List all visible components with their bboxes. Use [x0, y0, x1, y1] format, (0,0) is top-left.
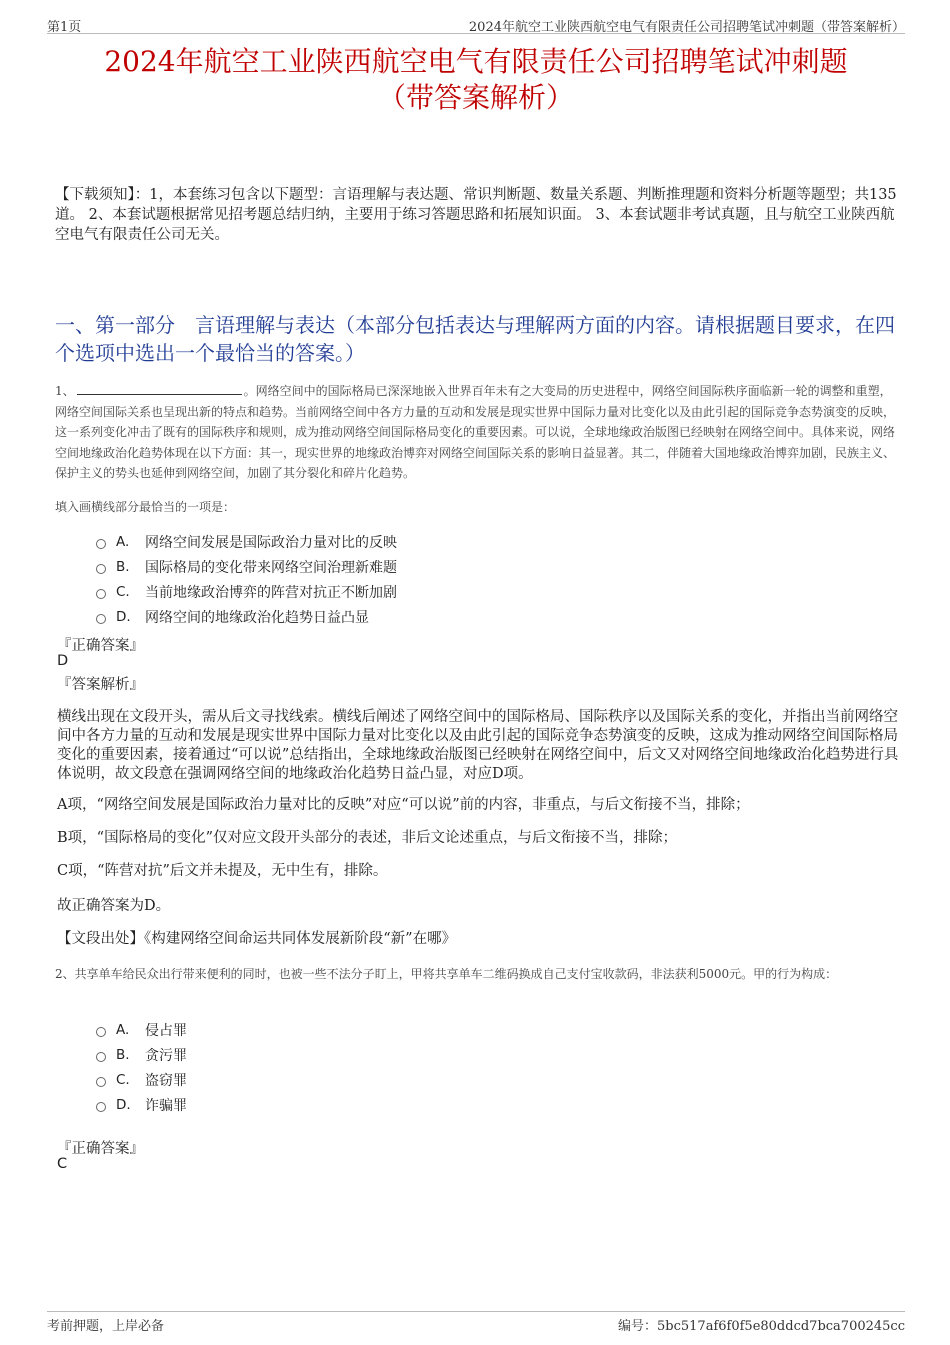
radio-icon[interactable] [96, 1052, 106, 1062]
analysis-option-a: A项，“网络空间发展是国际政治力量对比的反映”对应“可以说”前的内容，非重点，与后文衔接不当，排除； [57, 797, 750, 813]
analysis-paragraph: 横线出现在文段开头，需从后文寻找线索。横线后阐述了网络空间中的国际格局、国际秩序以及国际关系的变化，并指出当前网络空间中各方力量的互动和发展是现实世界中国际力量对比变化以及由此引起的国际竞争态势演变的反映，这成为推动网络空间国际格局变化的重要因素，接着通过“可以说”总结指出，全球地缘政治版图已经映射在网络空间中，后文又对网络空间地缘政治化趋势进行具体说明，故文段意在强调网络空间的地缘政治化趋势日益凸显，对应D项。 [57, 709, 899, 782]
page-header [47, 14, 905, 34]
analysis-option-c: C项，“阵营对抗”后文并未提及，无中生有，排除。 [57, 863, 388, 879]
option-text: 诈骗罪 [145, 1097, 187, 1114]
answer-value: C [57, 1156, 68, 1172]
option-text: 侵占罪 [145, 1022, 187, 1039]
question-1-prompt: 填入画横线部分最恰当的一项是： [55, 500, 236, 514]
question-1-options [96, 529, 397, 629]
page-footer [47, 1311, 905, 1335]
analysis-option-b: B项，“国际格局的变化”仅对应文段开头部分的表述，非后文论述重点，与后文衔接不当，排除； [57, 830, 677, 846]
option-d[interactable] [96, 1092, 187, 1117]
document-title [47, 44, 905, 116]
option-a[interactable] [96, 1017, 187, 1042]
radio-icon[interactable] [96, 539, 106, 549]
radio-icon[interactable] [96, 589, 106, 599]
radio-icon[interactable] [96, 1027, 106, 1037]
document-title-line2: （带答案解析） [377, 81, 574, 114]
source-reference: 【文段出处】《构建网络空间命运共同体发展新阶段“新”在哪》 [57, 931, 457, 947]
option-letter: D. [116, 1096, 131, 1113]
footer-code: 编号：5bc517af6f0f5e80ddcd7bca700245cc [618, 1319, 905, 1334]
download-notice: 【下载须知】：1，本套练习包含以下题型：言语理解与表达题、常识判断题、数量关系题、判断推理题和资料分析题等题型；共135道。 2、本套试题根据常见招考题总结归纳，主要用于练习答题思路和拓展知识面。 3、本套试题非考试真题，且与航空工业陕西航空电气有限责任公司无关。 [55, 187, 897, 243]
page-number: 第1页 [47, 20, 82, 35]
option-letter: A. [116, 533, 130, 550]
option-d[interactable] [96, 604, 397, 629]
question-1-body: 。网络空间中的国际格局已深深地嵌入世界百年未有之大变局的历史进程中，网络空间国际秩序面临新一轮的调整和重塑，网络空间国际关系也呈现出新的特点和趋势。当前网络空间中各方力量的互动和发展是现实世界中国际力量对比变化以及由此引起的国际竞争态势演变的反映，这一系列变化冲击了既有的国际秩序和规则，成为推动网络空间国际格局变化的重要因素。可以说，全球地缘政治版图已经映射在网络空间中。具体来说，网络空间地缘政治化趋势体现在以下方面：其一，现实世界的地缘政治博弈对网络空间国际关系的影响日益显著。其二，伴随着大国地缘政治博弈加剧，民族主义、保护主义的势头也延伸到网络空间，加剧了其分裂化和碎片化趋势。 [55, 384, 896, 480]
option-c[interactable] [96, 1067, 187, 1092]
option-b[interactable] [96, 1042, 187, 1067]
section-heading: 一、第一部分 言语理解与表达（本部分包括表达与理解两方面的内容。请根据题目要求，在四个选项中选出一个最恰当的答案。） [55, 313, 895, 365]
question-1-text [55, 381, 903, 484]
document-title-line1: 2024年航空工业陕西航空电气有限责任公司招聘笔试冲刺题 [104, 45, 848, 78]
question-2-options [96, 1017, 187, 1117]
option-c[interactable] [96, 579, 397, 604]
option-text: 盗窃罪 [145, 1072, 187, 1089]
footer-slogan: 考前押题，上岸必备 [47, 1319, 165, 1334]
analysis-label: 『答案解析』 [57, 677, 144, 693]
option-text: 网络空间发展是国际政治力量对比的反映 [145, 534, 397, 551]
answer-label: 『正确答案』 [57, 638, 144, 654]
radio-icon[interactable] [96, 564, 106, 574]
header-doc-title: 2024年航空工业陕西航空电气有限责任公司招聘笔试冲刺题（带答案解析） [468, 20, 905, 35]
option-letter: C. [116, 1071, 130, 1088]
option-letter: C. [116, 583, 130, 600]
radio-icon[interactable] [96, 1102, 106, 1112]
question-1-number: 1、 [55, 384, 75, 398]
option-letter: B. [116, 1046, 130, 1063]
option-letter: D. [116, 608, 131, 625]
option-text: 当前地缘政治博弈的阵营对抗正不断加剧 [145, 584, 397, 601]
answer-label: 『正确答案』 [57, 1141, 144, 1157]
radio-icon[interactable] [96, 1077, 106, 1087]
radio-icon[interactable] [96, 614, 106, 624]
option-letter: B. [116, 558, 130, 575]
question-2-text: 2、共享单车给民众出行带来便利的同时，也被一些不法分子盯上，甲将共享单车二维码换成自己支付宝收款码，非法获利5000元。甲的行为构成： [55, 967, 838, 981]
option-b[interactable] [96, 554, 397, 579]
option-text: 贪污罪 [145, 1047, 187, 1064]
option-text: 国际格局的变化带来网络空间治理新难题 [145, 559, 397, 576]
option-letter: A. [116, 1021, 130, 1038]
answer-value: D [57, 653, 69, 669]
option-a[interactable] [96, 529, 397, 554]
option-text: 网络空间的地缘政治化趋势日益凸显 [145, 609, 369, 626]
conclusion: 故正确答案为D。 [57, 898, 171, 914]
fill-blank-line [77, 382, 242, 395]
